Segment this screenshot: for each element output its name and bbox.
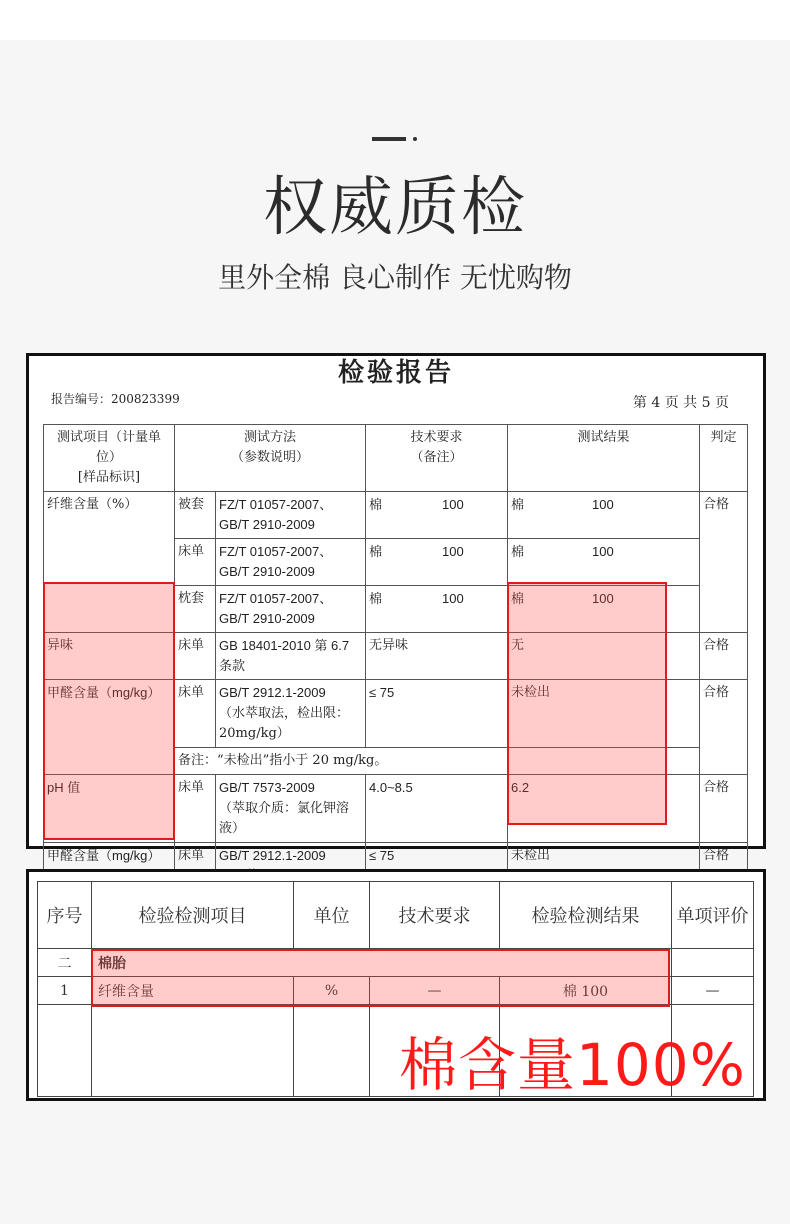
col-judge-header: 单项评价 — [672, 882, 754, 949]
col-no-header: 序号 — [38, 882, 92, 949]
section-judge-cell — [672, 949, 754, 977]
judge-cell: 合格 — [700, 775, 748, 843]
cotton-content-callout: 棉含量100% — [399, 1031, 746, 1099]
part-cell: 床单 — [175, 843, 216, 903]
report-number: 报告编号：200823399 — [51, 392, 180, 406]
part-cell: 被套 — [175, 492, 216, 539]
req-cell: ≤ 75 — [366, 843, 508, 903]
row-item-cell: 纤维含量 — [92, 977, 294, 1005]
col-result-header: 检验检测结果 — [500, 882, 672, 949]
method-cell: FZ/T 01057-2007、GB/T 2910-2009 — [216, 539, 366, 586]
section-item-cell: 棉胎 — [92, 949, 672, 977]
req-cell: 4.0~8.5 — [366, 775, 508, 843]
req-cell: ≤ 75 — [366, 680, 508, 748]
req-cell: 棉 100 — [366, 586, 508, 633]
row-unit-cell: % — [294, 977, 370, 1005]
col-req-header: 技术要求 （备注） — [366, 425, 508, 492]
col-result-header: 测试结果 — [508, 425, 700, 492]
result-cell: 未检出 — [508, 680, 700, 748]
row-no-cell: 1 — [38, 977, 92, 1005]
result-cell: 6.2 — [508, 775, 700, 843]
judge-cell: 合格 — [700, 843, 748, 903]
row-req-cell: — — [370, 977, 500, 1005]
report-page-info: 第 4 页 共 5 页 — [632, 395, 729, 411]
highlight-items-box — [43, 582, 175, 840]
formaldehyde-item-cell: 甲醛含量（mg/kg） — [44, 680, 175, 775]
result-cell: 棉 100 — [508, 539, 700, 586]
method-cell: GB/T 2912.1-2009 — [216, 843, 366, 903]
highlight-results-box — [507, 582, 667, 825]
method-cell: GB 18401-2010 第 6.7 条款 — [216, 633, 366, 680]
part-cell: 床单 — [175, 775, 216, 843]
col-method-header: 测试方法 （参数说明） — [175, 425, 366, 492]
judge-cell: 合格 — [700, 633, 748, 680]
part-cell: 床单 — [175, 633, 216, 680]
method-cell: GB/T 2912.1-2009 （水萃取法，检出限：20mg/kg） — [216, 680, 366, 748]
result-cell: 棉 100 — [508, 492, 700, 539]
odor-item-cell: 异味 — [44, 633, 175, 680]
col-judge-header: 判定 — [700, 425, 748, 492]
inspection-report-1 — [26, 353, 766, 863]
part-cell: 床单 — [175, 680, 216, 748]
formaldehyde2-item-cell: 甲醛含量（mg/kg） — [44, 843, 175, 903]
method-cell: FZ/T 01057-2007、GB/T 2910-2009 — [216, 492, 366, 539]
title-dash-decoration — [372, 137, 406, 141]
req-cell: 无异味 — [366, 633, 508, 680]
table-row — [44, 492, 748, 539]
method-cell: GB/T 7573-2009 （萃取介质：氯化钾溶液） — [216, 775, 366, 843]
judge-cell: 合格 — [700, 492, 748, 633]
page-subtitle: 里外全棉 良心制作 无忧购物 — [218, 261, 572, 294]
col-item-header: 测试项目（计量单位） [样品标识] — [44, 425, 175, 492]
req-cell: 棉 100 — [366, 492, 508, 539]
section-no-cell: 二 — [38, 949, 92, 977]
ph-item-cell: pH 值 — [44, 775, 175, 843]
title-dot-decoration — [413, 137, 417, 141]
result-cell: 棉 100 — [508, 586, 700, 633]
highlight-cotton-box — [91, 949, 670, 1007]
req-cell: 棉 100 — [366, 539, 508, 586]
method-cell: FZ/T 01057-2007、GB/T 2910-2009 — [216, 586, 366, 633]
result-cell: 未检出 — [508, 843, 700, 903]
inspection-report-2 — [26, 869, 766, 1101]
part-cell: 床单 — [175, 539, 216, 586]
report2-header-row — [38, 882, 754, 949]
top-strip — [0, 0, 790, 40]
judge-cell: 合格 — [700, 680, 748, 775]
result-cell: 无 — [508, 633, 700, 680]
row-result-cell: 棉 100 — [500, 977, 672, 1005]
remark-cell: 备注：“未检出”指小于 20 mg/kg。 — [175, 748, 700, 775]
col-item-header: 检验检测项目 — [92, 882, 294, 949]
col-unit-header: 单位 — [294, 882, 370, 949]
report-title: 检验报告 — [337, 358, 454, 388]
col-req-header: 技术要求 — [370, 882, 500, 949]
report-header-row — [44, 425, 748, 492]
fiber-item-cell: 纤维含量（%） — [44, 492, 175, 633]
page-title: 权威质检 — [263, 171, 527, 245]
row-judge-cell: — — [672, 977, 754, 1005]
part-cell: 枕套 — [175, 586, 216, 633]
